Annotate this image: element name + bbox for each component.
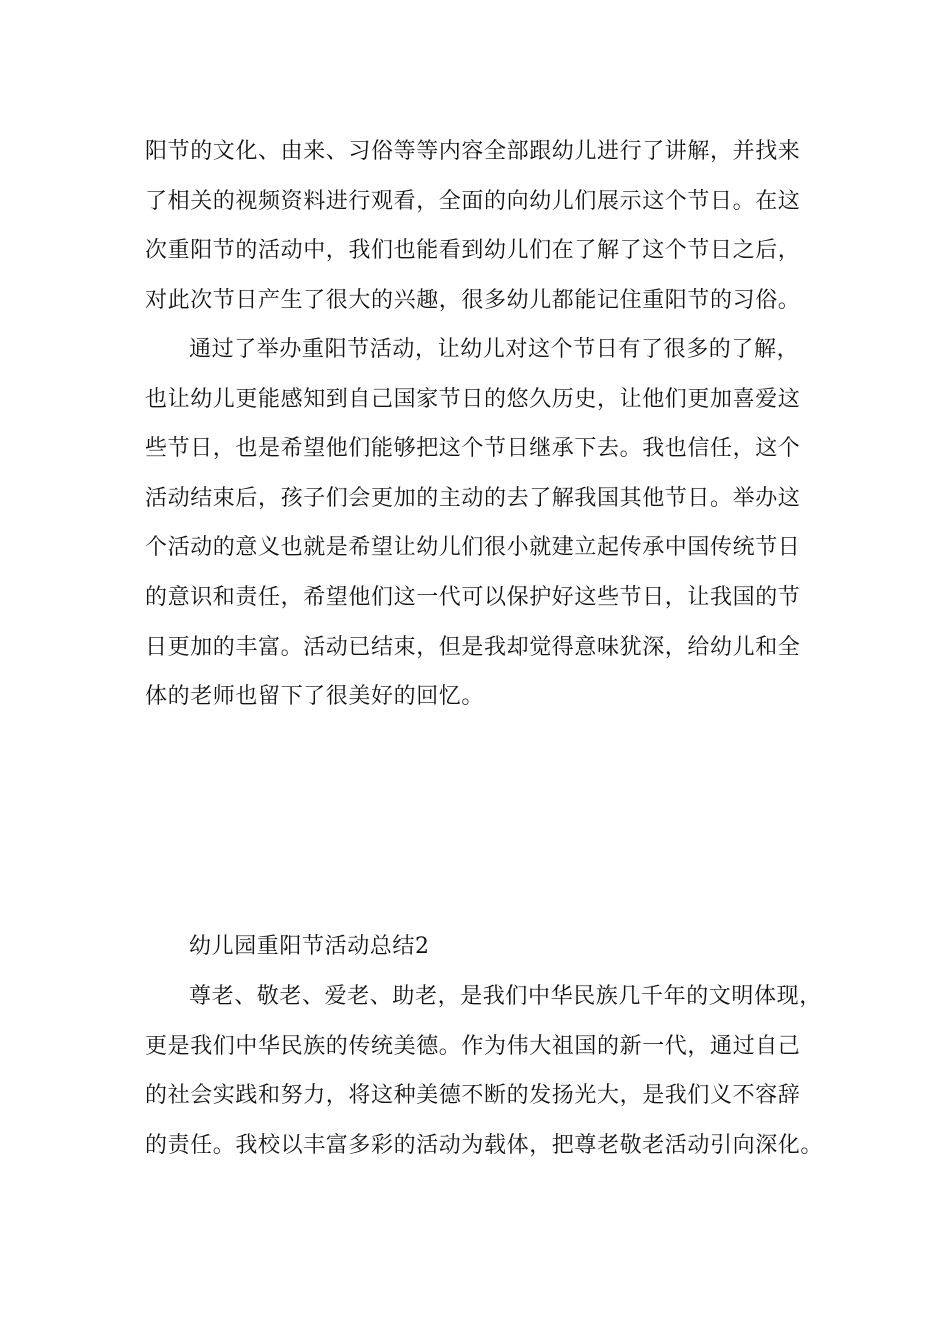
paragraph-line: 体的老师也留下了很美好的回忆。: [145, 684, 485, 710]
paragraph-line: 通过了举办重阳节活动，让幼儿对这个节日有了很多的了解，: [189, 337, 800, 362]
paragraph-line: 活动结束后，孩子们会更加的主动的去了解我国其他节日。举办这: [145, 485, 801, 511]
paragraph-line: 对此次节日产生了很大的兴趣，很多幼儿都能记住重阳节的习俗。: [145, 287, 801, 313]
paragraph-line: 的责任。我校以丰富多彩的活动为载体，把尊老敬老活动引向深化。: [145, 1132, 824, 1158]
paragraph-2: [145, 325, 845, 722]
paragraph-line: 了相关的视频资料进行观看，全面的向幼儿们展示这个节日。在这: [145, 188, 801, 214]
paragraph-line: 也让幼儿更能感知到自己国家节日的悠久历史，让他们更加喜爱这: [145, 386, 801, 412]
paragraph-line: 的意识和责任，希望他们这一代可以保护好这些节日，让我国的节: [145, 584, 801, 610]
paragraph-line: 尊老、敬老、爱老、助老，是我们中华民族几千年的文明体现，: [189, 984, 822, 1009]
paragraph-line: 更是我们中华民族的传统美德。作为伟大祖国的新一代，通过自己: [145, 1033, 801, 1059]
paragraph-line: 阳节的文化、由来、习俗等等内容全部跟幼儿进行了讲解，并找来: [145, 139, 801, 164]
section-title: 幼儿园重阳节活动总结2: [189, 934, 430, 959]
paragraph-line: 些节日，也是希望他们能够把这个节日继承下去。我也信任，这个: [145, 436, 801, 462]
paragraph-line: 个活动的意义也就是希望让幼儿们很小就建立起传承中国传统节日: [145, 535, 801, 561]
paragraph-3: [145, 972, 845, 1170]
paragraph-1: [145, 127, 845, 325]
paragraph-line: 次重阳节的活动中，我们也能看到幼儿们在了解了这个节日之后，: [145, 238, 801, 264]
paragraph-line: 的社会实践和努力，将这种美德不断的发扬光大，是我们义不容辞: [145, 1083, 801, 1109]
paragraph-line: 日更加的丰富。活动已结束，但是我却觉得意味犹深，给幼儿和全: [145, 634, 801, 660]
